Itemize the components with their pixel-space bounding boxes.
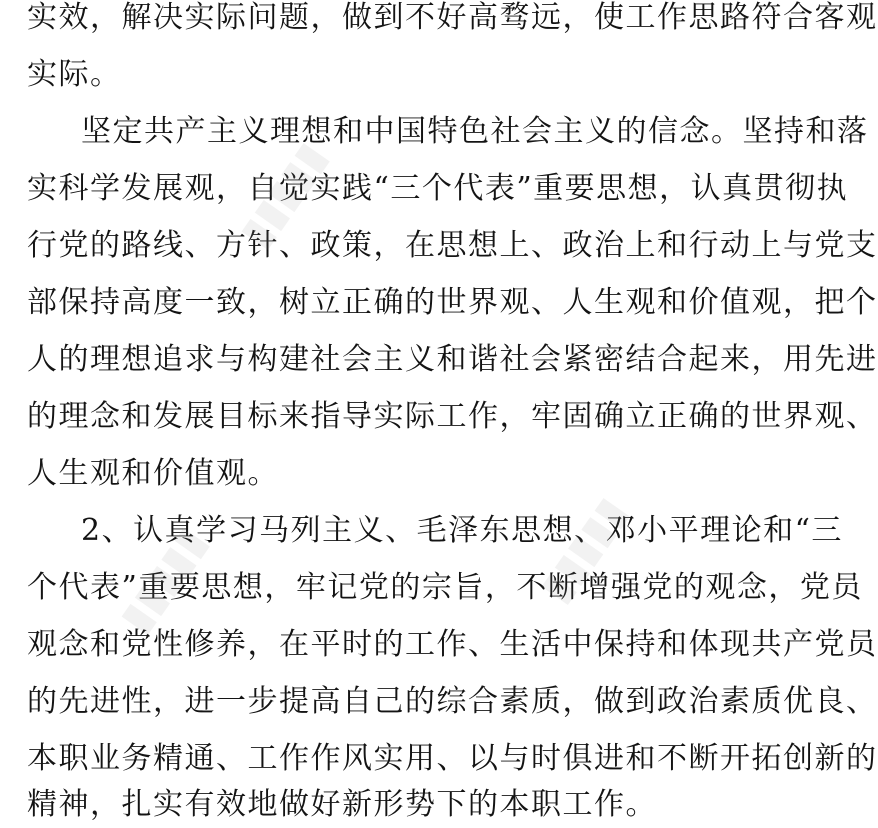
text-line-4: 实科学发展观，自觉实践“三个代表”重要思想，认真贯彻执 bbox=[27, 171, 849, 206]
text-line-5: 行党的路线、方针、政策，在思想上、政治上和行动上与党支 bbox=[27, 228, 878, 263]
text-line-14: 本职业务精通、工作作风实用、以与时俱进和不断开拓创新的 bbox=[27, 741, 878, 776]
watermark-mark: ▮▮▮▮▮ bbox=[229, 133, 336, 256]
text-line-7: 人的理想追求与构建社会主义和谐社会紧密结合起来，用先进 bbox=[27, 342, 878, 377]
watermark-mark: ▮▮▮▮▮ bbox=[109, 518, 216, 641]
text-line-11: 个代表”重要思想，牢记党的宗旨，不断增强党的观念，党员 bbox=[27, 570, 863, 605]
text-line-1: 实效，解决实际问题，做到不好高骛远，使工作思路符合客观 bbox=[27, 0, 878, 35]
text-line-12: 观念和党性修养，在平时的工作、生活中保持和体现共产党员 bbox=[27, 627, 878, 662]
text-line-3: 坚定共产主义理想和中国特色社会主义的信念。坚持和落 bbox=[81, 114, 869, 149]
watermark-mark: ▮▮▮▮▮ bbox=[529, 488, 636, 611]
text-line-6: 部保持高度一致，树立正确的世界观、人生观和价值观，把个 bbox=[27, 285, 878, 320]
text-line-15: 精神，扎实有效地做好新形势下的本职工作。 bbox=[27, 787, 657, 822]
text-line-2: 实际。 bbox=[27, 57, 122, 92]
text-line-10: 2、认真学习马列主义、毛泽东思想、邓小平理论和“三 bbox=[81, 513, 843, 548]
text-line-8: 的理念和发展目标来指导实际工作，牢固确立正确的世界观、 bbox=[27, 399, 878, 434]
text-line-9: 人生观和价值观。 bbox=[27, 456, 279, 491]
text-line-13: 的先进性，进一步提高自己的综合素质，做到政治素质优良、 bbox=[27, 684, 878, 719]
